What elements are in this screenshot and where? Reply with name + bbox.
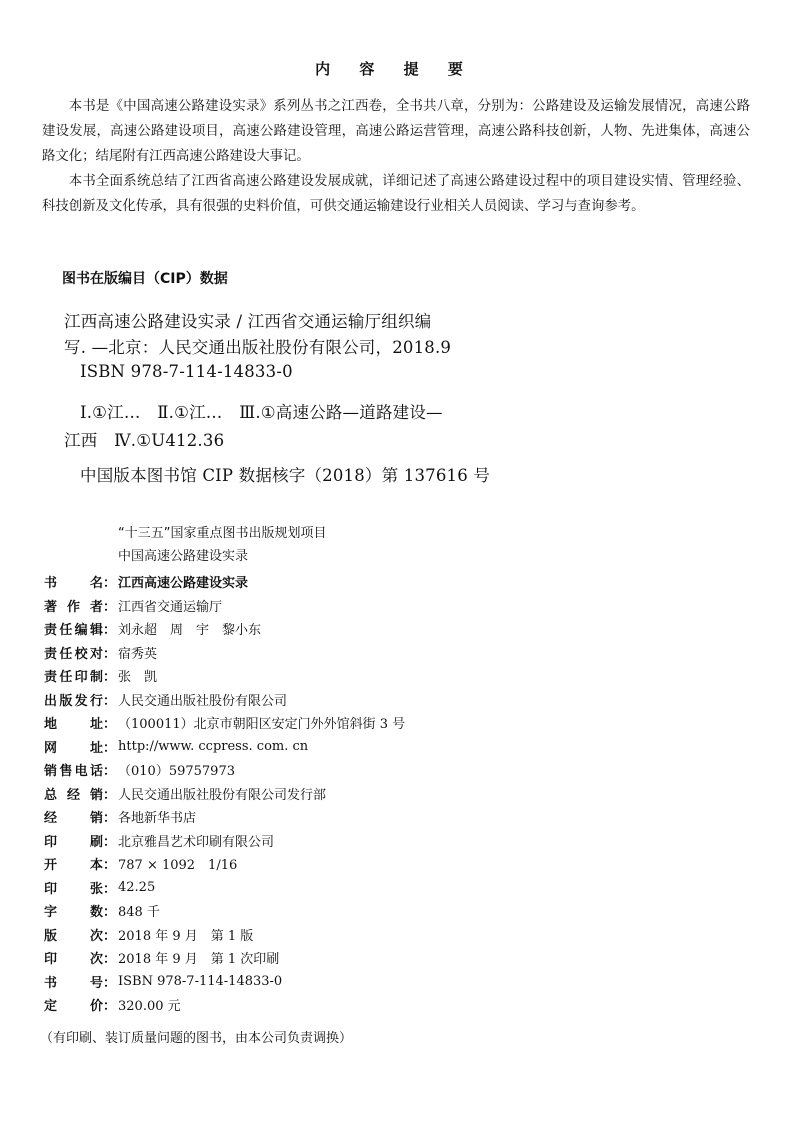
info-label-colon: ：: [102, 834, 116, 850]
info-label-colon: ：: [102, 740, 116, 756]
info-label-colon: ：: [102, 764, 116, 780]
label-char: 辑: [89, 623, 103, 639]
cip-line-4: Ⅰ.①江… Ⅱ.①江… Ⅲ.①高速公路—道路建设—: [80, 403, 443, 422]
info-row: [44, 852, 744, 876]
info-label-colon: ：: [102, 599, 116, 615]
info-label-text: [44, 878, 103, 897]
info-value: 刘永超 周 宇 黎小东: [118, 623, 262, 639]
info-value: http://www. ccpress. com. cn: [118, 738, 309, 754]
info-label-text: [44, 619, 103, 638]
label-char: 校: [74, 646, 88, 662]
label-char: 次: [89, 952, 103, 968]
label-char: 价: [89, 999, 103, 1015]
summary-paragraph-2: 本书全面系统总结了江西省高速公路建设发展成就，详细记述了高速公路建设过程中的项目建设实情、管理经验、科技创新及文化传承，具有很强的史料价值，可供交通运输建设行业相关人员阅读、学习与查询参考。: [42, 174, 750, 214]
info-label-colon: ：: [102, 670, 116, 686]
info-row: [44, 594, 744, 618]
info-label: [44, 972, 116, 991]
label-char: 者: [89, 599, 103, 615]
label-char: 发: [74, 693, 88, 709]
info-label-colon: ：: [102, 975, 116, 991]
info-label: [44, 831, 116, 850]
label-char: 号: [89, 975, 103, 991]
info-value: 848 千: [118, 905, 160, 921]
label-char: 印: [44, 881, 58, 897]
info-value: （010）59757973: [118, 764, 235, 780]
info-row: [44, 664, 744, 688]
info-label-text: [44, 925, 103, 944]
info-value: 2018 年 9 月 第 1 版: [118, 928, 254, 944]
info-label: [44, 854, 116, 873]
info-value: 各地新华书店: [118, 811, 197, 827]
info-label: [44, 925, 116, 944]
info-label-colon: ：: [102, 623, 116, 639]
info-value: 江西省交通运输厅: [118, 599, 223, 615]
info-label: [44, 737, 116, 756]
summary-title: 内 容 提 要: [315, 60, 475, 78]
info-value: 江西高速公路建设实录: [118, 576, 249, 592]
info-label-text: [44, 807, 103, 826]
info-label-text: [44, 784, 103, 803]
label-char: 书: [44, 975, 58, 991]
info-label: [44, 901, 116, 920]
info-label-colon: ：: [102, 646, 116, 662]
label-char: 书: [44, 576, 58, 592]
label-char: 电: [74, 764, 88, 780]
info-row: [44, 805, 744, 829]
label-char: 出: [44, 693, 58, 709]
info-label-colon: ：: [102, 928, 116, 944]
label-char: 名: [89, 576, 103, 592]
info-value: 2018 年 9 月 第 1 次印刷: [118, 952, 280, 968]
cip-isbn: ISBN 978-7-114-14833-0: [80, 362, 293, 381]
info-label: [44, 690, 116, 709]
info-label-text: [44, 666, 103, 685]
info-value: 42.25: [118, 879, 156, 895]
info-label: [44, 995, 116, 1014]
label-char: 对: [89, 646, 103, 662]
info-label-text: [44, 643, 103, 662]
info-label-text: [44, 760, 103, 779]
label-char: 开: [44, 858, 58, 874]
info-label-colon: ：: [102, 905, 116, 921]
info-value: 人民交通出版社股份有限公司发行部: [118, 787, 327, 803]
label-char: 任: [59, 646, 73, 662]
info-row: [44, 946, 744, 970]
info-value: （100011）北京市朝阳区安定门外外馆斜街 3 号: [118, 717, 406, 733]
label-char: 作: [66, 599, 80, 615]
info-value: 张 凯: [118, 670, 158, 686]
info-row: [44, 641, 744, 665]
info-row: [44, 923, 744, 947]
label-char: 售: [59, 764, 73, 780]
info-row: [44, 899, 744, 923]
info-label: [44, 760, 116, 779]
label-char: 任: [59, 670, 73, 686]
info-value: ISBN 978-7-114-14833-0: [118, 973, 283, 989]
label-char: 销: [44, 764, 58, 780]
cip-heading: 图书在版编目（CIP）数据: [62, 271, 228, 287]
summary-text: [42, 94, 750, 219]
label-char: 址: [89, 740, 103, 756]
cip-line-5: 江西 Ⅳ.①U412.36: [64, 431, 225, 450]
info-value: 320.00 元: [118, 999, 181, 1015]
label-char: 行: [89, 693, 103, 709]
label-char: 销: [89, 811, 103, 827]
info-row: [44, 993, 744, 1017]
info-value: 北京雅昌艺术印刷有限公司: [118, 834, 275, 850]
label-char: 字: [44, 905, 58, 921]
info-label: [44, 619, 116, 638]
label-char: 网: [44, 740, 58, 756]
cip-line-2: 写. —北京：人民交通出版社股份有限公司，2018.9: [64, 338, 452, 357]
info-label: [44, 643, 116, 662]
info-label-text: [44, 690, 103, 709]
info-label: [44, 948, 116, 967]
info-label-text: [44, 831, 103, 850]
info-label: [44, 784, 116, 803]
label-char: 印: [44, 834, 58, 850]
info-row: [44, 688, 744, 712]
label-char: 刷: [89, 834, 103, 850]
label-char: 数: [89, 905, 103, 921]
info-label-colon: ：: [102, 576, 116, 592]
info-label: [44, 572, 116, 591]
info-row: [44, 758, 744, 782]
info-label-text: [44, 972, 103, 991]
publication-info: [44, 570, 744, 1017]
label-char: 印: [44, 952, 58, 968]
info-label-text: [44, 854, 103, 873]
cip-catalog-number: 中国版本图书馆 CIP 数据核字（2018）第 137616 号: [80, 466, 491, 485]
info-value: 787 × 1092 1/16: [118, 858, 238, 874]
label-char: 任: [59, 623, 73, 639]
info-label: [44, 878, 116, 897]
info-row: [44, 829, 744, 853]
label-char: 制: [89, 670, 103, 686]
label-char: 次: [89, 928, 103, 944]
quality-note: （有印刷、装订质量问题的图书，由本公司负责调换）: [40, 1031, 353, 1046]
info-row: [44, 735, 744, 759]
info-label: [44, 807, 116, 826]
label-char: 定: [44, 999, 58, 1015]
label-char: 印: [74, 670, 88, 686]
info-value: 人民交通出版社股份有限公司: [118, 693, 288, 709]
cip-line-1: 江西高速公路建设实录 / 江西省交通运输厅组织编: [64, 312, 432, 331]
info-row: [44, 782, 744, 806]
info-label-text: [44, 572, 103, 591]
info-label-text: [44, 713, 103, 732]
label-char: 编: [74, 623, 88, 639]
info-label-colon: ：: [102, 787, 116, 803]
label-char: 责: [44, 646, 58, 662]
info-label-text: [44, 995, 103, 1014]
info-label: [44, 666, 116, 685]
info-label-text: [44, 596, 103, 615]
label-char: 总: [44, 787, 58, 803]
info-row: [44, 711, 744, 735]
info-label-colon: ：: [102, 999, 116, 1015]
info-row: [44, 876, 744, 900]
label-char: 责: [44, 623, 58, 639]
summary-paragraph-1: 本书是《中国高速公路建设实录》系列丛书之江西卷，全书共八章，分别为：公路建设及运输发展情况，高速公路建设发展，高速公路建设项目，高速公路建设管理，高速公路运营管理，高速公路科技创新，人物、先进集体，高速公路文化；结尾附有江西高速公路建设大事记。: [42, 99, 750, 164]
info-label-colon: ：: [102, 881, 116, 897]
info-label-colon: ：: [102, 952, 116, 968]
info-label-colon: ：: [102, 811, 116, 827]
label-char: 责: [44, 670, 58, 686]
info-row: [44, 617, 744, 641]
info-label-text: [44, 737, 103, 756]
info-label-text: [44, 901, 103, 920]
label-char: 地: [44, 717, 58, 733]
info-label-colon: ：: [102, 717, 116, 733]
label-char: 经: [44, 811, 58, 827]
label-char: 版: [59, 693, 73, 709]
info-value: 宿秀英: [118, 646, 158, 662]
info-label-text: [44, 948, 103, 967]
label-char: 话: [89, 764, 103, 780]
label-char: 张: [89, 881, 103, 897]
label-char: 版: [44, 928, 58, 944]
label-char: 址: [89, 717, 103, 733]
info-label: [44, 596, 116, 615]
label-char: 销: [89, 787, 103, 803]
info-row: [44, 570, 744, 594]
label-char: 本: [89, 858, 103, 874]
info-label-colon: ：: [102, 693, 116, 709]
info-label: [44, 713, 116, 732]
label-char: 经: [66, 787, 80, 803]
info-label-colon: ：: [102, 858, 116, 874]
series-title-line: 中国高速公路建设实录: [118, 549, 249, 564]
plan-project-line: “十三五”国家重点图书出版规划项目: [118, 526, 327, 541]
info-row: [44, 970, 744, 994]
label-char: 著: [44, 599, 58, 615]
